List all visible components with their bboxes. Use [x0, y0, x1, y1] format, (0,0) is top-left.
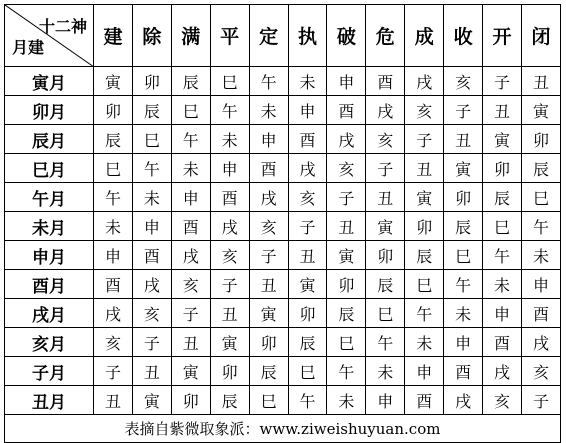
table-cell: 未: [483, 270, 522, 299]
table-cell: 辰: [521, 154, 560, 183]
table-cell: 酉: [405, 386, 444, 415]
table-cell: 午: [94, 183, 133, 212]
table-row: [5, 357, 561, 386]
table-cell: 寅: [94, 67, 133, 96]
table-cell: 子: [405, 125, 444, 154]
table-cell: 子: [288, 212, 327, 241]
table-cell: 亥: [366, 125, 405, 154]
table-cell: 申: [171, 183, 210, 212]
table-cell: 寅: [210, 328, 249, 357]
table-cell: 辰: [132, 96, 171, 125]
table-cell: 酉: [132, 241, 171, 270]
table-cell: 寅: [444, 154, 483, 183]
table-cell: 卯: [288, 299, 327, 328]
table-row: [5, 386, 561, 415]
table-row: [5, 96, 561, 125]
table-cell: 戌: [366, 96, 405, 125]
table-cell: 未: [249, 96, 288, 125]
table-cell: 申: [444, 328, 483, 357]
month-god-table: [4, 4, 561, 443]
table-cell: 亥: [210, 241, 249, 270]
column-header: 危: [366, 5, 405, 67]
table-cell: 亥: [171, 270, 210, 299]
table-cell: 子: [171, 299, 210, 328]
table-cell: 申: [483, 299, 522, 328]
table-cell: 卯: [94, 96, 133, 125]
table-cell: 戌: [171, 241, 210, 270]
table-cell: 卯: [521, 125, 560, 154]
table-cell: 卯: [327, 270, 366, 299]
table-cell: 辰: [288, 328, 327, 357]
column-header: 闭: [521, 5, 560, 67]
table-cell: 巳: [249, 386, 288, 415]
table-cell: 亥: [405, 96, 444, 125]
table-cell: 戌: [444, 386, 483, 415]
table-row: [5, 270, 561, 299]
table-cell: 亥: [288, 183, 327, 212]
table-cell: 辰: [405, 241, 444, 270]
table-row: [5, 67, 561, 96]
table-row: [5, 212, 561, 241]
table-cell: 寅: [327, 241, 366, 270]
table-row: [5, 299, 561, 328]
table-cell: 午: [405, 299, 444, 328]
table-cell: 戌: [249, 183, 288, 212]
table-cell: 未: [366, 357, 405, 386]
table-cell: 亥: [521, 357, 560, 386]
table-cell: 申: [521, 270, 560, 299]
table-cell: 寅: [132, 386, 171, 415]
row-label: 辰月: [5, 125, 94, 154]
table-cell: 丑: [171, 328, 210, 357]
table-cell: 巳: [521, 183, 560, 212]
table-cell: 亥: [483, 386, 522, 415]
table-cell: 未: [210, 125, 249, 154]
table-cell: 丑: [132, 357, 171, 386]
row-label: 丑月: [5, 386, 94, 415]
table-cell: 丑: [249, 270, 288, 299]
column-header: 定: [249, 5, 288, 67]
table-cell: 未: [171, 154, 210, 183]
table-cell: 巳: [171, 96, 210, 125]
table-cell: 巳: [405, 270, 444, 299]
row-label: 酉月: [5, 270, 94, 299]
table-cell: 酉: [483, 328, 522, 357]
row-label: 巳月: [5, 154, 94, 183]
table-cell: 申: [249, 125, 288, 154]
table-cell: 亥: [132, 299, 171, 328]
table-cell: 辰: [210, 386, 249, 415]
table-row: [5, 125, 561, 154]
table-cell: 巳: [94, 154, 133, 183]
table-cell: 卯: [249, 328, 288, 357]
footer-row: [5, 415, 561, 443]
table-cell: 午: [521, 212, 560, 241]
row-label: 亥月: [5, 328, 94, 357]
table-cell: 寅: [366, 212, 405, 241]
row-label: 午月: [5, 183, 94, 212]
table-cell: 酉: [444, 357, 483, 386]
table-cell: 子: [132, 328, 171, 357]
table-cell: 戌: [327, 125, 366, 154]
table-cell: 未: [521, 241, 560, 270]
table-cell: 丑: [327, 212, 366, 241]
table-cell: 申: [366, 386, 405, 415]
column-header: 成: [405, 5, 444, 67]
table-cell: 辰: [249, 357, 288, 386]
table-cell: 寅: [405, 183, 444, 212]
source-note: 表摘自紫微取象派：www.ziweishuyuan.com: [5, 415, 561, 443]
table-cell: 丑: [94, 386, 133, 415]
table-cell: 卯: [210, 357, 249, 386]
table-cell: 午: [249, 67, 288, 96]
table-cell: 卯: [132, 67, 171, 96]
table-cell: 卯: [405, 212, 444, 241]
table-cell: 申: [405, 357, 444, 386]
table-cell: 子: [249, 241, 288, 270]
table-cell: 丑: [483, 96, 522, 125]
table-cell: 午: [210, 96, 249, 125]
column-header: 开: [483, 5, 522, 67]
column-header: 满: [171, 5, 210, 67]
table-cell: 辰: [327, 299, 366, 328]
table-cell: 酉: [327, 96, 366, 125]
table-cell: 戌: [521, 328, 560, 357]
table-cell: 酉: [94, 270, 133, 299]
table-cell: 丑: [288, 241, 327, 270]
table-cell: 午: [132, 154, 171, 183]
table-cell: 午: [483, 241, 522, 270]
row-label: 戌月: [5, 299, 94, 328]
row-label: 未月: [5, 212, 94, 241]
row-label: 卯月: [5, 96, 94, 125]
column-header: 执: [288, 5, 327, 67]
table-cell: 寅: [288, 270, 327, 299]
table-cell: 辰: [94, 125, 133, 154]
table-body: [5, 67, 561, 415]
table-cell: 戌: [405, 67, 444, 96]
table-cell: 午: [366, 328, 405, 357]
table-cell: 辰: [483, 183, 522, 212]
table-cell: 亥: [94, 328, 133, 357]
table-cell: 午: [288, 386, 327, 415]
table-cell: 未: [132, 183, 171, 212]
table-cell: 巳: [444, 241, 483, 270]
table-cell: 丑: [444, 125, 483, 154]
table-cell: 亥: [444, 67, 483, 96]
table-cell: 戌: [132, 270, 171, 299]
table-cell: 丑: [210, 299, 249, 328]
table-cell: 卯: [483, 154, 522, 183]
table-cell: 申: [210, 154, 249, 183]
table-cell: 申: [288, 96, 327, 125]
table-cell: 巳: [132, 125, 171, 154]
table-cell: 酉: [249, 154, 288, 183]
corner-cell: [5, 5, 94, 67]
table-cell: 子: [483, 67, 522, 96]
table-row: [5, 328, 561, 357]
table-cell: 寅: [171, 357, 210, 386]
table-cell: 巳: [366, 299, 405, 328]
table-cell: 巳: [483, 212, 522, 241]
table-cell: 未: [444, 299, 483, 328]
table-cell: 寅: [249, 299, 288, 328]
column-header: 建: [94, 5, 133, 67]
table-cell: 寅: [521, 96, 560, 125]
table-cell: 酉: [366, 67, 405, 96]
table-row: [5, 241, 561, 270]
table-row: [5, 183, 561, 212]
table-cell: 午: [444, 270, 483, 299]
table-cell: 未: [405, 328, 444, 357]
table-cell: 子: [327, 183, 366, 212]
table-cell: 丑: [521, 67, 560, 96]
header-row: [5, 5, 561, 67]
table-cell: 子: [94, 357, 133, 386]
table-cell: 丑: [366, 183, 405, 212]
table-cell: 未: [327, 386, 366, 415]
table-cell: 戌: [483, 357, 522, 386]
table-cell: 巳: [210, 67, 249, 96]
corner-row-header: 月建: [12, 38, 45, 57]
table-cell: 酉: [171, 212, 210, 241]
table-cell: 酉: [210, 183, 249, 212]
table-cell: 丑: [405, 154, 444, 183]
table-cell: 子: [444, 96, 483, 125]
row-label: 子月: [5, 357, 94, 386]
corner-column-header: 十二神: [38, 17, 87, 36]
table-cell: 子: [521, 386, 560, 415]
table-cell: 卯: [444, 183, 483, 212]
table-cell: 卯: [171, 386, 210, 415]
table-cell: 辰: [171, 67, 210, 96]
row-label: 申月: [5, 241, 94, 270]
table-cell: 午: [327, 357, 366, 386]
table-cell: 戌: [94, 299, 133, 328]
table-cell: 卯: [366, 241, 405, 270]
table-cell: 子: [210, 270, 249, 299]
column-header: 破: [327, 5, 366, 67]
table-cell: 辰: [444, 212, 483, 241]
table-cell: 申: [327, 67, 366, 96]
table-cell: 戌: [288, 154, 327, 183]
table-cell: 亥: [249, 212, 288, 241]
table-cell: 酉: [521, 299, 560, 328]
table-cell: 申: [132, 212, 171, 241]
table-cell: 午: [171, 125, 210, 154]
table-cell: 戌: [210, 212, 249, 241]
table-cell: 子: [366, 154, 405, 183]
column-header: 除: [132, 5, 171, 67]
table-cell: 亥: [327, 154, 366, 183]
table-cell: 巳: [288, 357, 327, 386]
table-cell: 未: [288, 67, 327, 96]
table-cell: 巳: [327, 328, 366, 357]
table-cell: 辰: [366, 270, 405, 299]
table-cell: 未: [94, 212, 133, 241]
table-cell: 申: [94, 241, 133, 270]
column-header: 平: [210, 5, 249, 67]
table-row: [5, 154, 561, 183]
table-cell: 寅: [483, 125, 522, 154]
row-label: 寅月: [5, 67, 94, 96]
column-header: 收: [444, 5, 483, 67]
table-cell: 酉: [288, 125, 327, 154]
